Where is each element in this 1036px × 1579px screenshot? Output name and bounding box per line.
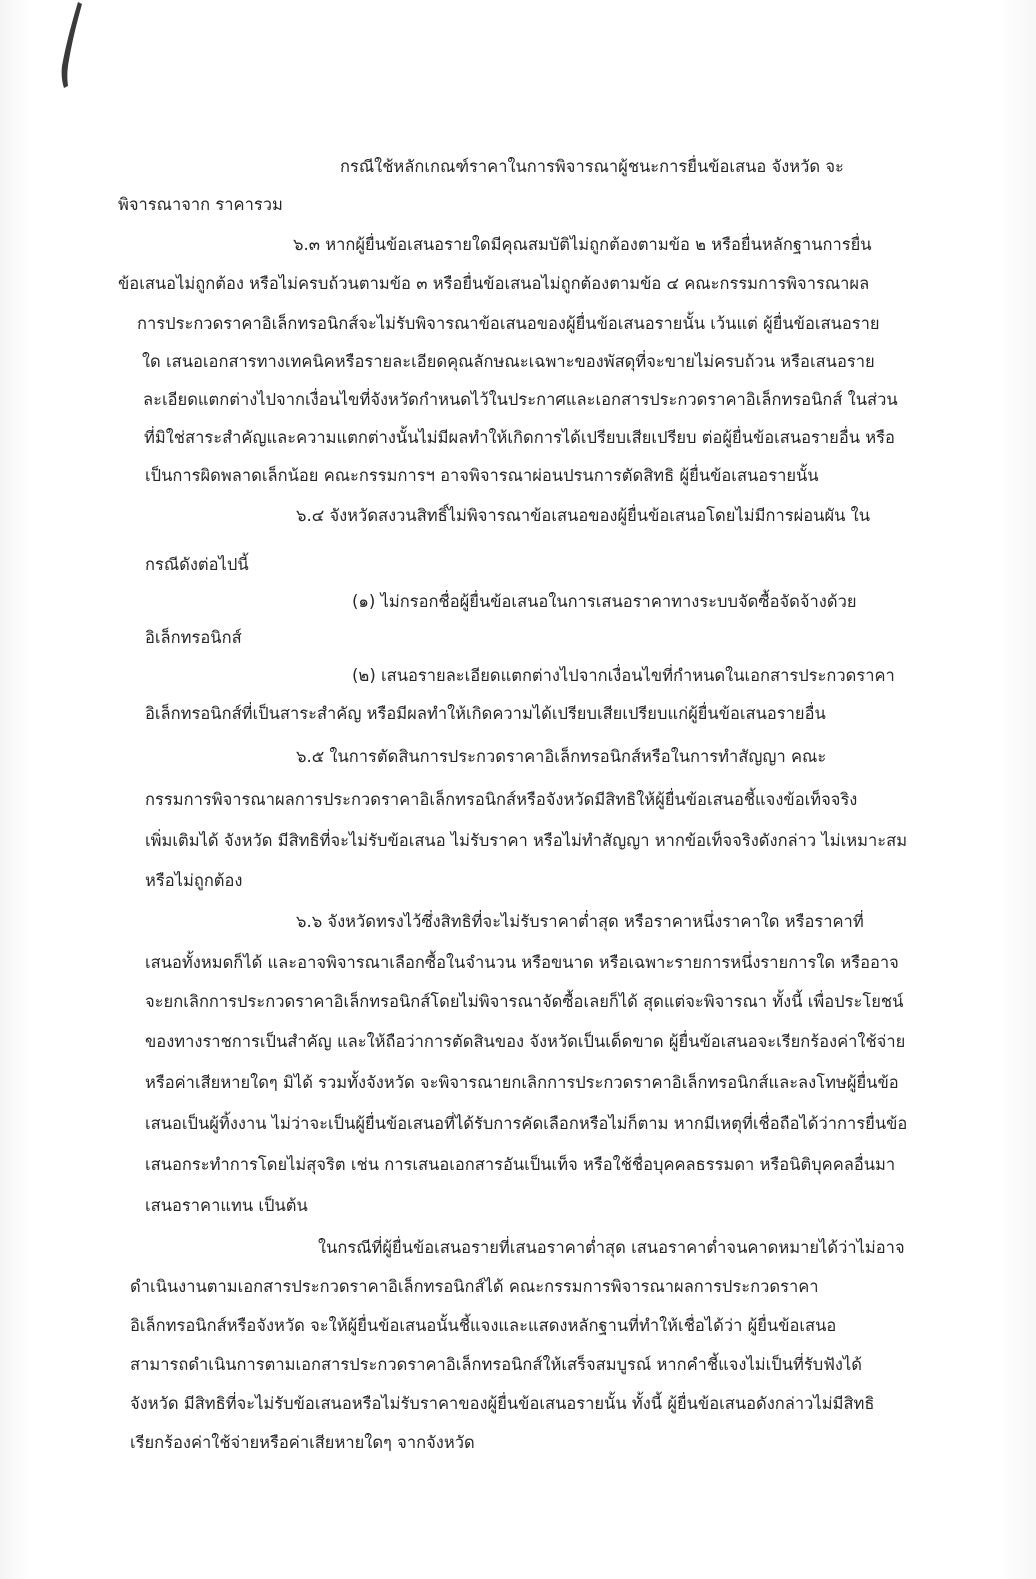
- doc-line: อิเล็กทรอนิกส์หรือจังหวัด จะให้ผู้ยื่นข้อเสนอนั้นชี้แจงและแสดงหลักฐานที่ทำให้เชื่อได้ว่า ผู้ยื่นข้อเสนอ: [130, 1316, 837, 1335]
- doc-line: เป็นการผิดพลาดเล็กน้อย คณะกรรมการฯ อาจพิจารณาผ่อนปรนการตัดสิทธิ ผู้ยื่นข้อเสนอรายนั้น: [145, 466, 819, 485]
- doc-line: ใด เสนอเอกสารทางเทคนิคหรือรายละเอียดคุณลักษณะเฉพาะของพัสดุที่จะขายไม่ครบถ้วน หรือเสนอราย: [142, 352, 875, 371]
- doc-line: กรณีใช้หลักเกณฑ์ราคาในการพิจารณาผู้ชนะการยื่นข้อเสนอ จังหวัด จะ: [340, 157, 844, 176]
- doc-line: (๒) เสนอรายละเอียดแตกต่างไปจากเงื่อนไขที่กำหนดในเอกสารประกวดราคา: [352, 666, 895, 685]
- doc-line: ที่มิใช่สาระสำคัญและความแตกต่างนั้นไม่มีผลทำให้เกิดการได้เปรียบเสียเปรียบ ต่อผู้ยื่นข้อเสนอรายอื่น หรือ: [144, 428, 895, 447]
- doc-line: จังหวัด มีสิทธิที่จะไม่รับข้อเสนอหรือไม่รับราคาของผู้ยื่นข้อเสนอรายนั้น ทั้งนี้ ผู้ยื่นข้อเสนอดังกล่าวไม่มีสิทธิ: [130, 1394, 875, 1413]
- doc-line: จะยกเลิกการประกวดราคาอิเล็กทรอนิกส์โดยไม่พิจารณาจัดซื้อเลยก็ได้ สุดแต่จะพิจารณา ทั้งนี้ เพื่อประโยชน์: [145, 992, 904, 1011]
- doc-line: ข้อเสนอไม่ถูกต้อง หรือไม่ครบถ้วนตามข้อ ๓ หรือยื่นข้อเสนอไม่ถูกต้องตามข้อ ๔ คณะกรรมการพิจารณาผล: [118, 274, 870, 293]
- doc-line: เสนอทั้งหมดก็ได้ และอาจพิจารณาเลือกซื้อในจำนวน หรือขนาด หรือเฉพาะรายการหนึ่งรายการใด หรืออาจ: [145, 953, 899, 972]
- doc-line: พิจารณาจาก ราคารวม: [118, 195, 283, 214]
- doc-line: เสนอเป็นผู้ทิ้งงาน ไม่ว่าจะเป็นผู้ยื่นข้อเสนอที่ได้รับการคัดเลือกหรือไม่ก็ตาม หากมีเหตุที่เชื่อถือได้ว่าการยื่นข้อ: [145, 1114, 908, 1133]
- doc-line: (๑) ไม่กรอกชื่อผู้ยื่นข้อเสนอในการเสนอราคาทางระบบจัดซื้อจัดจ้างด้วย: [352, 592, 857, 611]
- doc-line: เสนอกระทำการโดยไม่สุจริต เช่น การเสนอเอกสารอันเป็นเท็จ หรือใช้ชื่อบุคคลธรรมดา หรือนิติบุคคลอื่นมา: [145, 1155, 896, 1174]
- doc-line: เรียกร้องค่าใช้จ่ายหรือค่าเสียหายใดๆ จากจังหวัด: [130, 1433, 475, 1452]
- doc-line: ของทางราชการเป็นสำคัญ และให้ถือว่าการตัดสินของ จังหวัดเป็นเด็ดขาด ผู้ยื่นข้อเสนอจะเรียกร้องค่าใช้จ่าย: [145, 1032, 906, 1051]
- doc-line: ๖.๔ จังหวัดสงวนสิทธิ์ไม่พิจารณาข้อเสนอของผู้ยื่นข้อเสนอโดยไม่มีการผ่อนผัน ใน: [296, 506, 870, 525]
- doc-line: เสนอราคาแทน เป็นต้น: [145, 1196, 308, 1215]
- doc-line: กรรมการพิจารณาผลการประกวดราคาอิเล็กทรอนิกส์หรือจังหวัดมีสิทธิให้ผู้ยื่นข้อเสนอชี้แจงข้อเท็จจริง: [145, 790, 858, 809]
- doc-line: ๖.๕ ในการตัดสินการประกวดราคาอิเล็กทรอนิกส์หรือในการทำสัญญา คณะ: [296, 747, 827, 766]
- doc-line: การประกวดราคาอิเล็กทรอนิกส์จะไม่รับพิจารณาข้อเสนอของผู้ยื่นข้อเสนอรายนั้น เว้นแต่ ผู้ยื่นข้อเสนอราย: [137, 314, 880, 333]
- doc-line: ละเอียดแตกต่างไปจากเงื่อนไขที่จังหวัดกำหนดไว้ในประกาศและเอกสารประกวดราคาอิเล็กทรอนิกส์ ในส่วน: [143, 390, 898, 409]
- doc-line: อิเล็กทรอนิกส์ที่เป็นสาระสำคัญ หรือมีผลทำให้เกิดความได้เปรียบเสียเปรียบแก่ผู้ยื่นข้อเสนอรายอื่น: [145, 704, 826, 723]
- doc-line: หรือไม่ถูกต้อง: [145, 871, 243, 890]
- doc-line: กรณีดังต่อไปนี้: [145, 555, 249, 574]
- doc-line: หรือค่าเสียหายใดๆ มิได้ รวมทั้งจังหวัด จะพิจารณายกเลิกการประกวดราคาอิเล็กทรอนิกส์และลงโทษผู้ยื่นข้อ: [145, 1073, 899, 1092]
- doc-line: เพิ่มเติมได้ จังหวัด มีสิทธิที่จะไม่รับข้อเสนอ ไม่รับราคา หรือไม่ทำสัญญา หากข้อเท็จจริงดังกล่าว ไม่เหมาะสม: [145, 831, 908, 850]
- doc-line: ๖.๖ จังหวัดทรงไว้ซึ่งสิทธิที่จะไม่รับราคาต่ำสุด หรือราคาหนึ่งราคาใด หรือราคาที่: [296, 912, 864, 931]
- doc-line: สามารถดำเนินการตามเอกสารประกวดราคาอิเล็กทรอนิกส์ให้เสร็จสมบูรณ์ หากคำชี้แจงไม่เป็นที่รับฟังได้: [130, 1355, 862, 1374]
- doc-line: ๖.๓ หากผู้ยื่นข้อเสนอรายใดมีคุณสมบัติไม่ถูกต้องตามข้อ ๒ หรือยื่นหลักฐานการยื่น: [293, 235, 872, 254]
- doc-line: อิเล็กทรอนิกส์: [145, 628, 242, 647]
- doc-line: ในกรณีที่ผู้ยื่นข้อเสนอรายที่เสนอราคาต่ำสุด เสนอราคาต่ำจนคาดหมายได้ว่าไม่อาจ: [318, 1238, 905, 1257]
- doc-line: ดำเนินงานตามเอกสารประกวดราคาอิเล็กทรอนิกส์ได้ คณะกรรมการพิจารณาผลการประกวดราคา: [130, 1277, 819, 1296]
